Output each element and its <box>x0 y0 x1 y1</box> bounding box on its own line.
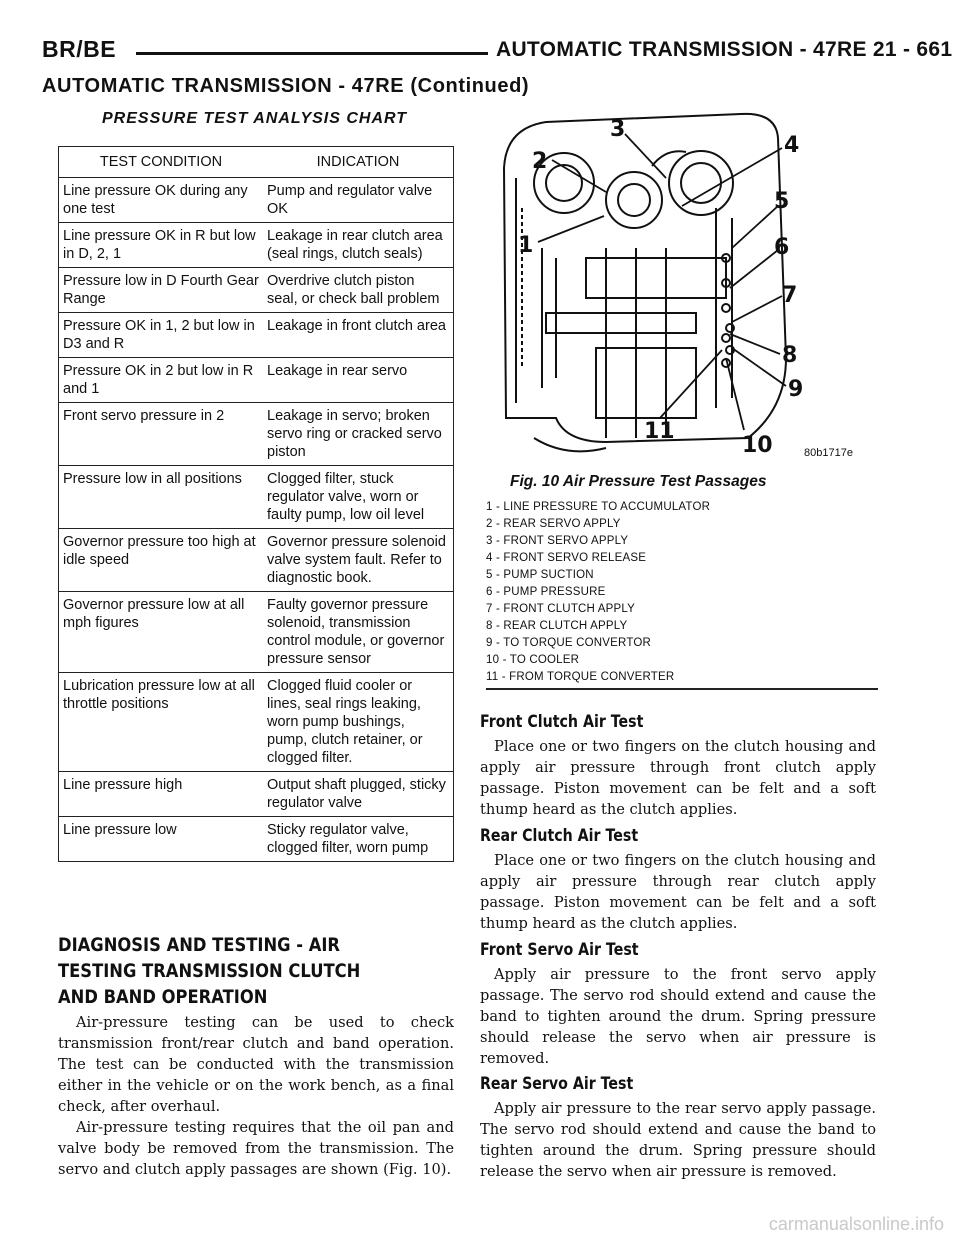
table-header-row <box>59 147 454 178</box>
indication-cell: Leakage in rear servo <box>263 358 454 403</box>
watermark: carmanualsonline.info <box>768 1214 944 1234</box>
callout-number: 10 <box>742 433 773 458</box>
indication-cell: Leakage in servo; broken servo ring or cracked servo piston <box>263 403 454 466</box>
section-paragraph: Place one or two fingers on the clutch housing and apply air pressure through rear clutch apply passage. Piston movement can be felt and a soft thump heard as the clutch applies. <box>480 852 876 932</box>
section-heading: Front Clutch Air Test <box>480 712 644 731</box>
callout-number: 7 <box>782 283 798 308</box>
table-row <box>59 772 454 817</box>
diagnosis-paragraph: Air-pressure testing can be used to check transmission front/rear clutch and band operation. The test can be conducted with the transmission either in the vehicle or on the work bench, as a final check, after overhaul. <box>58 1014 454 1115</box>
table-row <box>59 466 454 529</box>
indication-cell: Faulty governor pressure solenoid, transmission control module, or governor pressure sensor <box>263 592 454 673</box>
legend-divider <box>486 688 878 690</box>
diagnosis-heading: DIAGNOSIS AND TESTING - AIR TESTING TRANSMISSION CLUTCH AND BAND OPERATION <box>58 934 361 1008</box>
table-row <box>59 673 454 772</box>
condition-cell: Pressure low in D Fourth Gear Range <box>59 268 264 313</box>
callout-number: 9 <box>788 377 804 402</box>
legend-item: 1 - LINE PRESSURE TO ACCUMULATOR <box>486 501 711 513</box>
section-heading: Rear Clutch Air Test <box>480 826 639 845</box>
indication-cell: Clogged fluid cooler or lines, seal rings leaking, worn pump bushings, pump, clutch retainer, or clogged filter. <box>263 673 454 772</box>
table-row <box>59 268 454 313</box>
section-paragraph: Apply air pressure to the rear servo apply passage. The servo rod should extend and cause the band to tighten around the drum. Spring pressure should release the servo when air pressure is removed. <box>480 1100 876 1180</box>
condition-cell: Governor pressure low at all mph figures <box>59 592 264 673</box>
legend-item: 4 - FRONT SERVO RELEASE <box>486 552 647 564</box>
legend-item: 8 - REAR CLUTCH APPLY <box>486 620 628 632</box>
callout-number: 5 <box>774 189 790 214</box>
table-row <box>59 358 454 403</box>
table-row <box>59 817 454 862</box>
legend-item: 3 - FRONT SERVO APPLY <box>486 535 629 547</box>
section-body <box>480 850 876 934</box>
section-paragraph: Apply air pressure to the front servo apply passage. The servo rod should extend and cause the band to tighten around the drum. Spring pressure should release the servo when air pressure is removed. <box>480 966 876 1067</box>
callout-number: 4 <box>784 133 800 158</box>
table-row <box>59 178 454 223</box>
indication-cell: Leakage in front clutch area <box>263 313 454 358</box>
callout-number: 2 <box>532 149 548 174</box>
table-row <box>59 313 454 358</box>
callout-number: 1 <box>518 233 534 258</box>
section-paragraph: Place one or two fingers on the clutch housing and apply air pressure through front clutch apply passage. Piston movement can be felt and a soft thump heard as the clutch applies. <box>480 738 876 818</box>
table-row <box>59 223 454 268</box>
condition-cell: Pressure low in all positions <box>59 466 264 529</box>
indication-cell: Governor pressure solenoid valve system fault. Refer to diagnostic book. <box>263 529 454 592</box>
table-row <box>59 592 454 673</box>
condition-cell: Governor pressure too high at idle speed <box>59 529 264 592</box>
condition-cell: Line pressure high <box>59 772 264 817</box>
table-row <box>59 529 454 592</box>
callout-number: 8 <box>782 343 798 368</box>
diagnosis-body <box>58 1012 454 1180</box>
condition-cell: Pressure OK in 1, 2 but low in D3 and R <box>59 313 264 358</box>
pressure-test-table <box>58 146 454 862</box>
header-right: AUTOMATIC TRANSMISSION - 47RE 21 - 661 <box>496 38 953 61</box>
condition-cell: Line pressure OK during any one test <box>59 178 264 223</box>
condition-cell: Pressure OK in 2 but low in R and 1 <box>59 358 264 403</box>
legend-item: 2 - REAR SERVO APPLY <box>486 518 621 530</box>
continued-heading: AUTOMATIC TRANSMISSION - 47RE (Continued) <box>42 75 530 97</box>
air-pressure-passages-figure <box>486 108 876 474</box>
table-row <box>59 403 454 466</box>
indication-cell: Overdrive clutch piston seal, or check ball problem <box>263 268 454 313</box>
header-left: BR/BE <box>42 36 117 62</box>
indication-cell: Output shaft plugged, sticky regulator valve <box>263 772 454 817</box>
legend-item: 7 - FRONT CLUTCH APPLY <box>486 603 636 615</box>
chart-title: PRESSURE TEST ANALYSIS CHART <box>102 110 408 127</box>
section-body <box>480 964 876 1069</box>
condition-cell: Line pressure OK in R but low in D, 2, 1 <box>59 223 264 268</box>
figure-legend <box>486 499 878 686</box>
condition-cell: Front servo pressure in 2 <box>59 403 264 466</box>
column-header: TEST CONDITION <box>59 147 264 178</box>
section-heading: Rear Servo Air Test <box>480 1074 634 1093</box>
section-body <box>480 736 876 820</box>
indication-cell: Pump and regulator valve OK <box>263 178 454 223</box>
indication-cell: Clogged filter, stuck regulator valve, worn or faulty pump, low oil level <box>263 466 454 529</box>
indication-cell: Sticky regulator valve, clogged filter, worn pump <box>263 817 454 862</box>
diagnosis-paragraph: Air-pressure testing requires that the oil pan and valve body be removed from the transmission. The servo and clutch apply passages are shown (Fig. 10). <box>58 1119 454 1178</box>
header-rule <box>136 52 488 55</box>
figure-code: 80b1717e <box>804 447 853 459</box>
callout-number: 6 <box>774 235 790 260</box>
indication-cell: Leakage in rear clutch area (seal rings, clutch seals) <box>263 223 454 268</box>
condition-cell: Lubrication pressure low at all throttle positions <box>59 673 264 772</box>
column-header: INDICATION <box>263 147 454 178</box>
section-body <box>480 1098 876 1182</box>
legend-item: 11 - FROM TORQUE CONVERTER <box>486 671 675 683</box>
legend-item: 10 - TO COOLER <box>486 654 580 666</box>
condition-cell: Line pressure low <box>59 817 264 862</box>
figure-caption: Fig. 10 Air Pressure Test Passages <box>510 473 767 490</box>
legend-item: 5 - PUMP SUCTION <box>486 569 594 581</box>
legend-item: 9 - TO TORQUE CONVERTOR <box>486 637 651 649</box>
legend-item: 6 - PUMP PRESSURE <box>486 586 606 598</box>
callout-number: 3 <box>610 117 626 142</box>
section-heading: Front Servo Air Test <box>480 940 639 959</box>
callout-number: 11 <box>644 419 675 444</box>
